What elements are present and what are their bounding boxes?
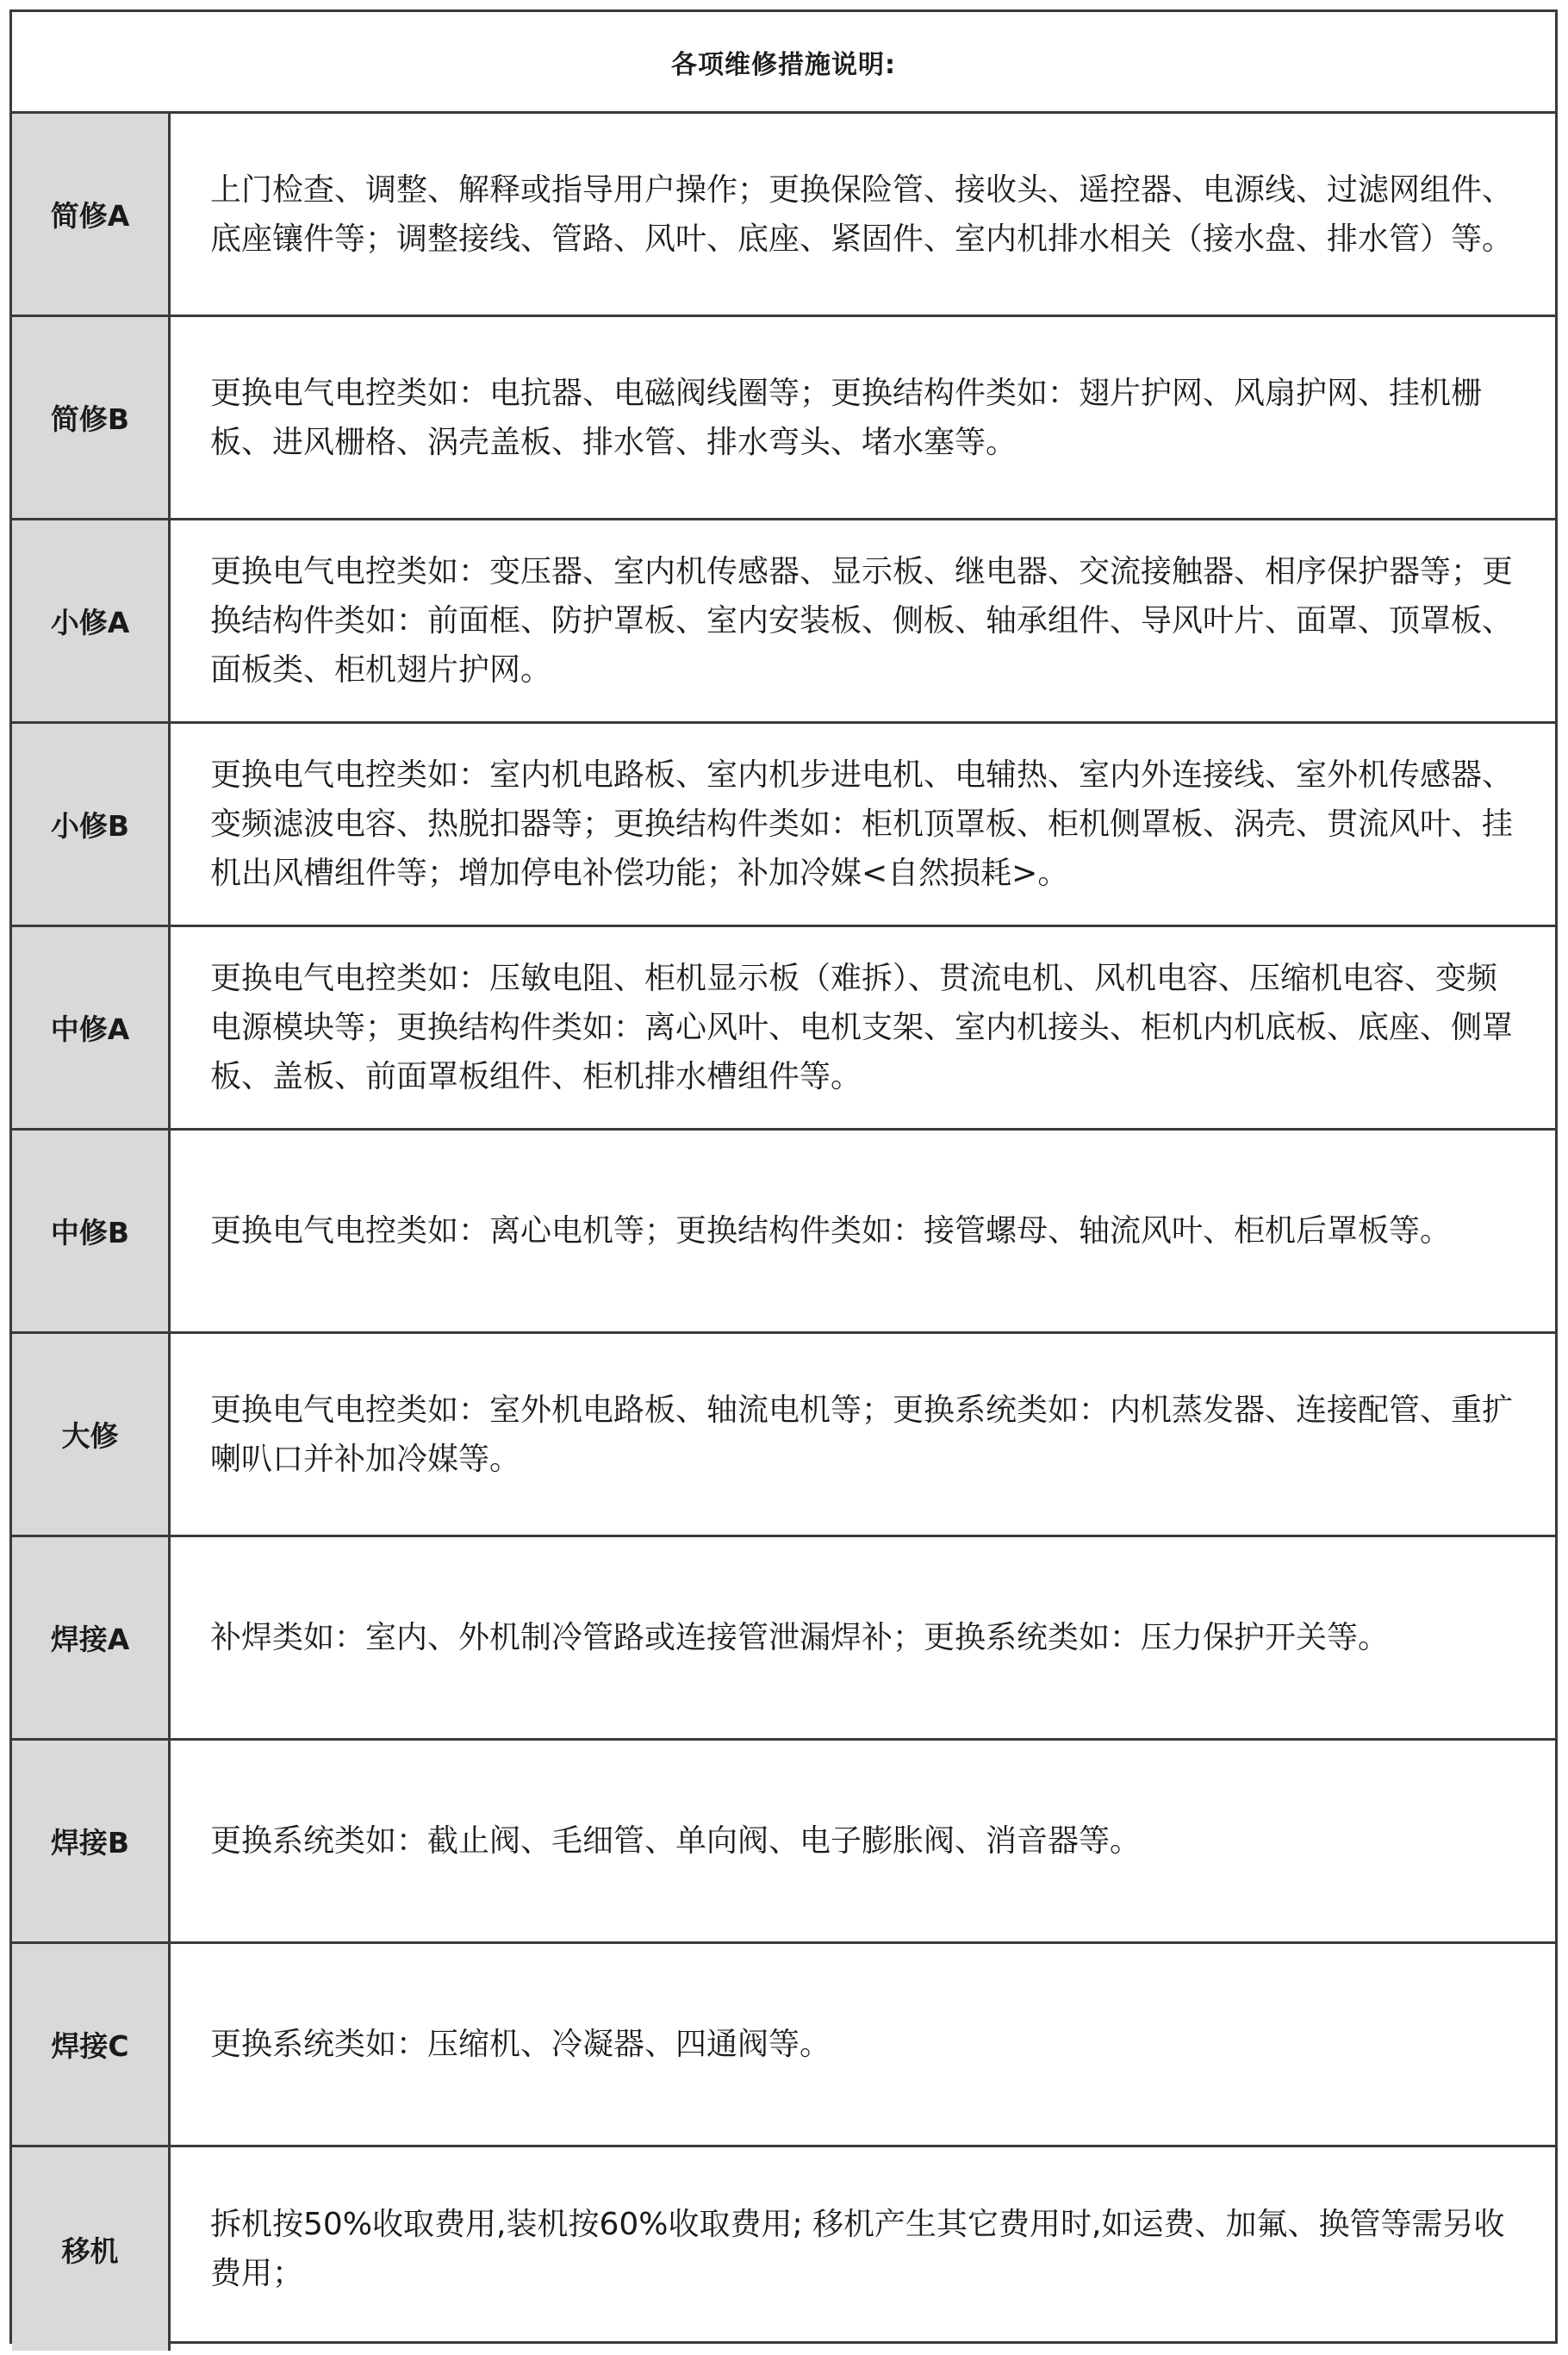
row-description: 更换电气电控类如：离心电机等；更换结构件类如：接管螺母、轴流风叶、柜机后罩板等。 (210, 1213, 1452, 1249)
table-row (12, 1537, 1555, 1741)
row-description: 更换系统类如：截止阀、毛细管、单向阀、电子膨胀阀、消音器等。 (210, 1823, 1142, 1859)
table-row (12, 724, 1555, 927)
row-description: 更换电气电控类如：室内机电路板、室内机步进电机、电辅热、室内外连接线、室外机传感器、变频滤波电容、热脱扣器等；更换结构件类如：柜机顶罩板、柜机侧罩板、涡壳、贯流风叶、挂机出风槽组件等；增加停电补偿功能；补加冷媒<自然损耗>。 (210, 757, 1514, 891)
row-label: 移机 (12, 2147, 171, 2351)
table-row (12, 114, 1555, 317)
table-row (12, 1944, 1555, 2147)
row-label: 中修B (12, 1131, 171, 1331)
row-label: 简修A (12, 114, 171, 315)
table-row (12, 1334, 1555, 1537)
repair-measures-table (9, 9, 1558, 2344)
row-label: 中修A (12, 927, 171, 1128)
row-description: 更换电气电控类如：变压器、室内机传感器、显示板、继电器、交流接触器、相序保护器等；更换结构件类如：前面框、防护罩板、室内安装板、侧板、轴承组件、导风叶片、面罩、顶罩板、面板类、柜机翅片护网。 (210, 554, 1514, 688)
row-label: 简修B (12, 317, 171, 518)
table-row (12, 927, 1555, 1131)
table-row (12, 1131, 1555, 1334)
row-description: 拆机按50%收取费用,装机按60%收取费用; 移机产生其它费用时,如运费、加氟、换管等需另收费用； (210, 2207, 1505, 2291)
row-label: 焊接A (12, 1537, 171, 1738)
row-description: 更换系统类如：压缩机、冷凝器、四通阀等。 (210, 2027, 831, 2062)
row-description: 补焊类如：室内、外机制冷管路或连接管泄漏焊补；更换系统类如：压力保护开关等。 (210, 1620, 1390, 1655)
table-row (12, 520, 1555, 724)
table-row (12, 317, 1555, 520)
row-description: 更换电气电控类如：电抗器、电磁阀线圈等；更换结构件类如：翅片护网、风扇护网、挂机栅板、进风栅格、涡壳盖板、排水管、排水弯头、堵水塞等。 (210, 375, 1483, 460)
table-row (12, 1741, 1555, 1944)
row-label: 小修B (12, 724, 171, 925)
table-title: 各项维修措施说明: (12, 12, 1555, 114)
row-description: 上门检查、调整、解释或指导用户操作；更换保险管、接收头、遥控器、电源线、过滤网组件、底座镶件等；调整接线、管路、风叶、底座、紧固件、室内机排水相关（接水盘、排水管）等。 (210, 171, 1514, 257)
row-label: 大修 (12, 1334, 171, 1535)
table-row (12, 2147, 1555, 2351)
row-description: 更换电气电控类如：压敏电阻、柜机显示板（难拆）、贯流电机、风机电容、压缩机电容、变频电源模块等；更换结构件类如：离心风叶、电机支架、室内机接头、柜机内机底板、底座、侧罩板、盖板、前面罩板组件、柜机排水槽组件等。 (210, 961, 1514, 1094)
row-label: 焊接C (12, 1944, 171, 2145)
row-label: 焊接B (12, 1741, 171, 1941)
row-description: 更换电气电控类如：室外机电路板、轴流电机等；更换系统类如：内机蒸发器、连接配管、重扩喇叭口并补加冷媒等。 (210, 1392, 1514, 1477)
row-label: 小修A (12, 520, 171, 721)
